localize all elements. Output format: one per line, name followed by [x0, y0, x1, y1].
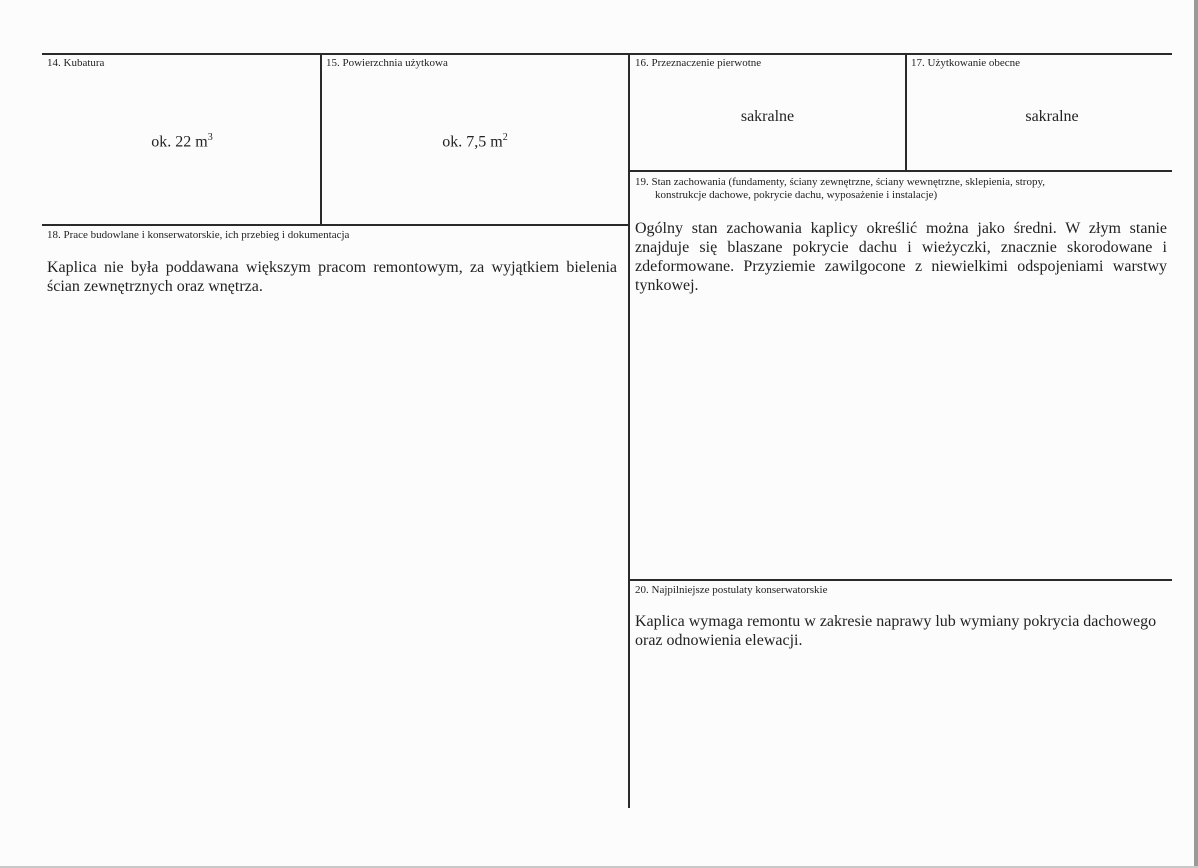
scan-edge-right: [1194, 0, 1198, 868]
prace-label: 18. Prace budowlane i konserwatorskie, ich przebieg i dokumentacja: [47, 229, 350, 241]
powierzchnia-value: [322, 132, 628, 151]
rule-19: [630, 170, 1172, 172]
przeznaczenie-label: 16. Przeznaczenie pierwotne: [635, 57, 762, 69]
stan-text: Ogólny stan zachowania kaplicy określić można jako średni. W złym stanie znajduje się blaszane pokrycie dachu i wieżyczki, znacznie skorodowane i zdeformowane. Przyziemie zawilgocone z niewielkimi odspojeniami warstwy tynkowej.: [635, 220, 1167, 294]
powierzchnia-label: 15. Powierzchnia użytkowa: [326, 57, 448, 69]
rule-18: [42, 224, 630, 226]
kubatura-value-text: ok. 22 m: [151, 133, 208, 151]
kubatura-label: 14. Kubatura: [47, 57, 105, 69]
postulaty-label: 20. Najpilniejsze postulaty konserwatorskie: [635, 584, 828, 596]
uzytkowanie-value: sakralne: [1025, 108, 1079, 125]
prace-text: Kaplica nie była poddawana większym pracom remontowym, za wyjątkiem bielenia ścian zewnętrznych oraz wnętrza.: [47, 259, 617, 295]
powierzchnia-unit-exponent: 2: [502, 132, 508, 143]
kubatura-value: [44, 132, 320, 151]
top-rule: [42, 53, 1172, 55]
kubatura-unit-exponent: 3: [207, 132, 213, 143]
przeznaczenie-value: sakralne: [740, 108, 795, 125]
stan-label-line1: 19. Stan zachowania (fundamenty, ściany zewnętrzne, ściany wewnętrzne, sklepienia, stropy,: [635, 176, 1046, 188]
divider-main: [628, 53, 630, 808]
uzytkowanie-label: 17. Użytkowanie obecne: [911, 57, 1021, 69]
stan-label-line2: konstrukcje dachowe, pokrycie dachu, wyposażenie i instalacje): [655, 189, 938, 201]
postulaty-text: Kaplica wymaga remontu w zakresie naprawy lub wymiany pokrycia dachowego oraz odnowienia elewacji.: [635, 613, 1157, 649]
rule-20: [630, 579, 1172, 581]
powierzchnia-value-text: ok. 7,5 m: [442, 133, 503, 151]
